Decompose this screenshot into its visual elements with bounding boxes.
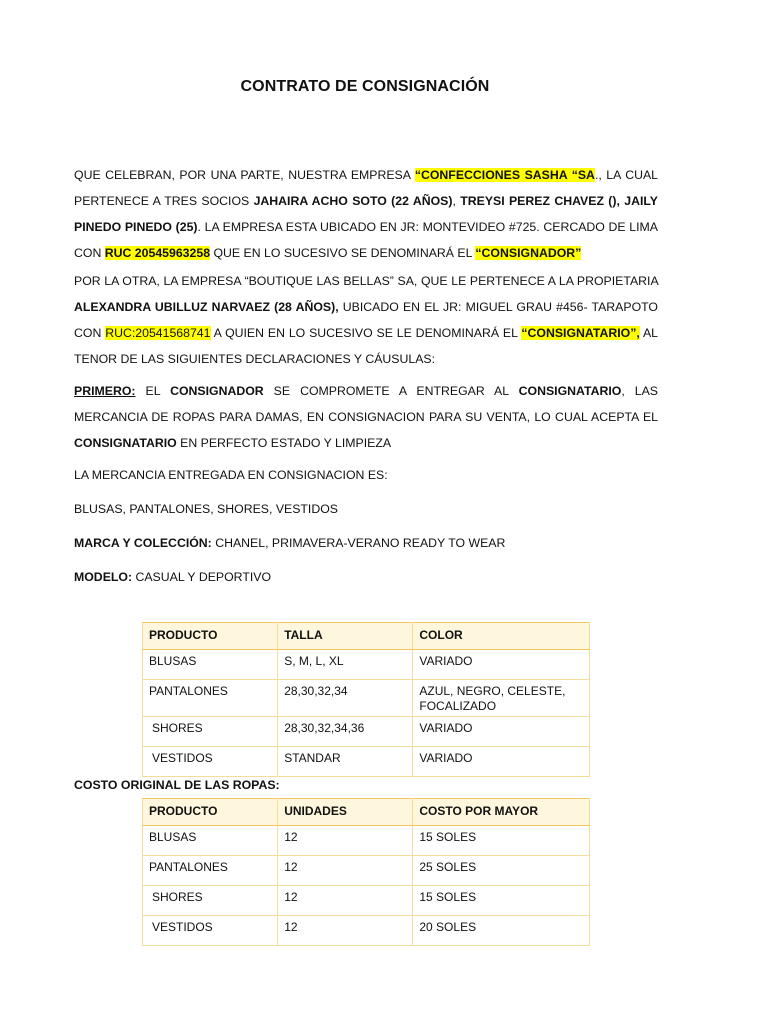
table-cell: S, M, L, XL (278, 650, 413, 680)
table-cell: 28,30,32,34,36 (278, 717, 413, 747)
model-value: CASUAL Y DEPORTIVO (132, 570, 272, 584)
table-cell: 20 SOLES (413, 916, 590, 946)
p1-text: , (452, 194, 461, 208)
table-cell: VESTIDOS (143, 747, 278, 777)
brand-label: MARCA Y COLECCIÓN: (74, 536, 212, 550)
p2-text: AL TENOR DE LAS SIGUIENTES DECLARACIONES Y CÁUSULAS: (74, 326, 659, 366)
document-title: CONTRATO DE CONSIGNACIÓN (240, 78, 490, 95)
p2-text: UBICADO EN EL JR: MIGUEL GRAU #456- TARAPOTO CON (74, 300, 658, 340)
brand-value: CHANEL, PRIMAVERA-VERANO READY TO WEAR (211, 536, 506, 550)
paragraph-parties-consignatario (74, 268, 658, 372)
model-label: MODELO: (74, 570, 133, 584)
model-line (74, 564, 271, 590)
column-header: COLOR (413, 623, 590, 650)
cost-heading: COSTO ORIGINAL DE LAS ROPAS: (74, 778, 280, 792)
clause-label: PRIMERO: (74, 384, 136, 398)
table-cell: 12 (278, 856, 413, 886)
role-consignatario: “CONSIGNATARIO”, (521, 326, 640, 340)
term-consignatario: CONSIGNATARIO (518, 384, 622, 398)
ruc-consignatario: RUC:20541568741 (105, 326, 211, 340)
table-cell: 15 SOLES (413, 886, 590, 916)
table-cell: BLUSAS (143, 826, 278, 856)
p3-text: , LAS MERCANCIA DE ROPAS PARA DAMAS, EN CONSIGNACION PARA SU VENTA, LO CUAL ACEPTA EL (74, 384, 658, 424)
column-header: PRODUCTO (143, 623, 278, 650)
table-cell: PANTALONES (143, 680, 278, 717)
table-row (143, 856, 590, 886)
p2-text: POR LA OTRA, LA EMPRESA “BOUTIQUE LAS BELLAS” SA, QUE LE PERTENECE A LA PROPIETARIA (74, 274, 658, 288)
table-cell: 12 (278, 916, 413, 946)
table-cell: AZUL, NEGRO, CELESTE, FOCALIZADO (413, 680, 590, 717)
socio-name: TREYSI PEREZ CHAVEZ (), JAILY PINEDO PINEDO (25) (74, 194, 658, 234)
table-cell: 25 SOLES (413, 856, 590, 886)
p3-text: SE COMPROMETE A ENTREGAR AL (263, 384, 519, 398)
table-cell: 12 (278, 826, 413, 856)
term-consignatario: CONSIGNATARIO (74, 436, 177, 450)
clause-primero (74, 378, 658, 456)
cost-table (142, 798, 590, 946)
role-consignador: “CONSIGNADOR” (475, 246, 582, 260)
column-header: PRODUCTO (143, 799, 278, 826)
table-cell: VARIADO (413, 650, 590, 680)
table-cell: BLUSAS (143, 650, 278, 680)
table-row (143, 886, 590, 916)
p1-text: ., LA CUAL PERTENECE A TRES SOCIOS (74, 168, 658, 208)
merchandise-list: BLUSAS, PANTALONES, SHORES, VESTIDOS (74, 502, 338, 516)
p2-text: A QUIEN EN LO SUCESIVO SE LE DENOMINARÁ EL (210, 326, 522, 340)
table-cell: 28,30,32,34 (278, 680, 413, 717)
p1-text: QUE CELEBRAN, POR UNA PARTE, NUESTRA EMPRESA (74, 168, 415, 182)
socio-name: JAHAIRA ACHO SOTO (22 AÑOS) (253, 194, 453, 208)
table-row (143, 826, 590, 856)
table-cell: 15 SOLES (413, 826, 590, 856)
table-cell: VARIADO (413, 747, 590, 777)
p1-text: . LA EMPRESA ESTA UBICADO EN JR: MONTEVIDEO #725. CERCADO DE LIMA CON (74, 220, 658, 260)
column-header: TALLA (278, 623, 413, 650)
paragraph-parties-consignador (74, 162, 658, 266)
table-cell: VESTIDOS (143, 916, 278, 946)
column-header: UNIDADES (278, 799, 413, 826)
table-row (143, 717, 590, 747)
products-table (142, 622, 590, 777)
ruc-consignador: RUC 20545963258 (104, 246, 211, 260)
p3-text: EL (135, 384, 171, 398)
table-row (143, 916, 590, 946)
table-row (143, 650, 590, 680)
table-header-row (143, 799, 590, 826)
table-cell: VARIADO (413, 717, 590, 747)
table-cell: 12 (278, 886, 413, 916)
p3-text: EN PERFECTO ESTADO Y LIMPIEZA (176, 436, 392, 450)
column-header: COSTO POR MAYOR (413, 799, 590, 826)
brand-collection (74, 530, 505, 556)
p1-text: QUE EN LO SUCESIVO SE DENOMINARÁ EL (210, 246, 476, 260)
table-header-row (143, 623, 590, 650)
table-row (143, 680, 590, 717)
table-cell: STANDAR (278, 747, 413, 777)
merchandise-intro: LA MERCANCIA ENTREGADA EN CONSIGNACION ES: (74, 468, 388, 482)
table-cell: SHORES (143, 717, 278, 747)
term-consignador: CONSIGNADOR (170, 384, 264, 398)
owner-name: ALEXANDRA UBILLUZ NARVAEZ (28 AÑOS), (74, 300, 339, 314)
table-cell: SHORES (143, 886, 278, 916)
company-name: “CONFECCIONES SASHA “SA (414, 168, 595, 182)
table-cell: PANTALONES (143, 856, 278, 886)
